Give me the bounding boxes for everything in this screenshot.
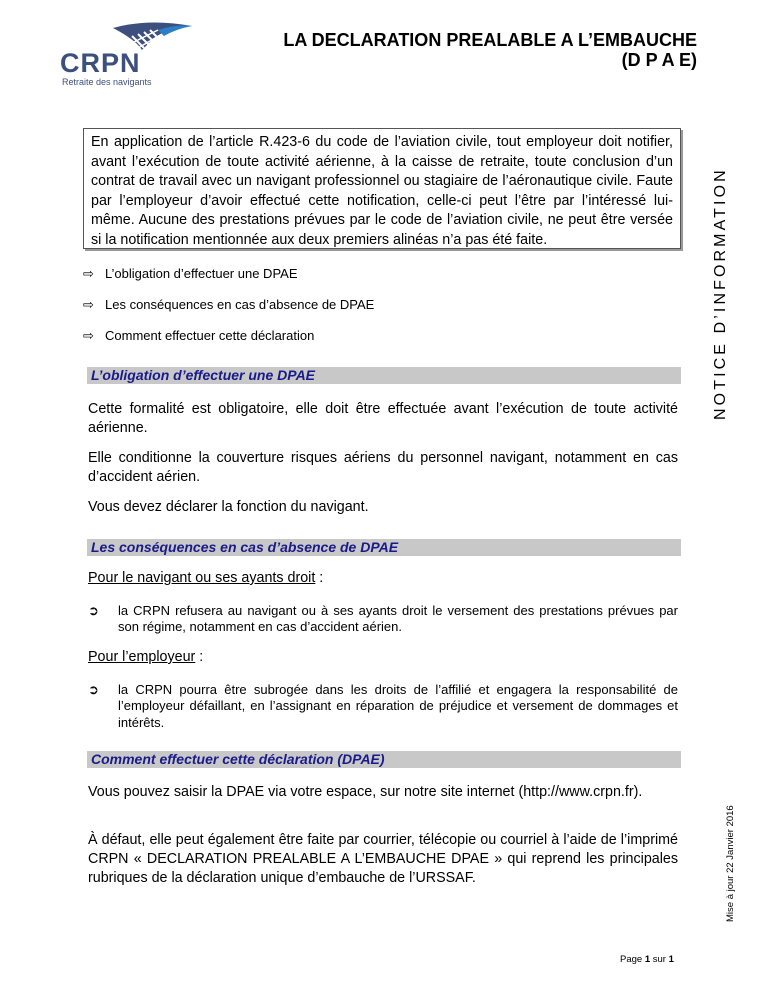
side-notice-text: NOTICE D’INFORMATION	[712, 167, 729, 420]
section-heading-how-to	[87, 751, 681, 768]
logo-text: CRPN	[60, 48, 141, 78]
toc-item-label: Les conséquences en cas d’absence de DPAE	[105, 297, 375, 312]
section-heading-text: Les conséquences en cas d’absence de DPAE	[91, 539, 399, 555]
crpn-logo	[58, 20, 193, 90]
toc-item-obligation[interactable]	[83, 266, 298, 282]
page-label: Page	[620, 954, 643, 965]
subheading-suffix: :	[315, 570, 324, 586]
subheading-text: Pour l’employeur	[88, 649, 196, 665]
side-update-date-text: Mise à jour 22 Janvier 2016	[725, 805, 736, 922]
bullet-arrow-icon: ➲	[88, 682, 99, 697]
toc-item-consequences[interactable]	[83, 297, 374, 313]
list-item-text: la CRPN refusera au navigant ou à ses ayants droit le versement des prestations prévues par son régime, notamment en cas d’accident aérien.	[118, 603, 678, 635]
logo-subtitle: Retraite des navigants	[62, 77, 152, 87]
page-num: 1	[644, 954, 651, 965]
paragraph: Vous pouvez saisir la DPAE via votre espace, sur notre site internet (http://www.crpn.fr).	[88, 784, 643, 800]
subheading-suffix: :	[195, 649, 204, 665]
paragraph: Vous devez déclarer la fonction du navigant.	[88, 499, 369, 515]
list-item	[88, 682, 678, 731]
page-total: 1	[668, 954, 674, 965]
subheading-employeur	[88, 649, 203, 665]
paragraph: Elle conditionne la couverture risques aériens du personnel navigant, notamment en cas d’accident aérien.	[88, 450, 678, 485]
paragraph: Cette formalité est obligatoire, elle doit être effectuée avant l’exécution de toute activité aérienne.	[88, 401, 678, 436]
toc-item-label: Comment effectuer cette déclaration	[105, 328, 315, 343]
side-notice-label	[712, 167, 732, 440]
intro-box: En application de l’article R.423-6 du code de l’aviation civile, tout employeur doit notifier, avant l’exécution de toute activité aérienne, à la caisse de retraite, toute conclusion d’un contrat de travail avec un navigant professionnel ou stagiaire de l’aéronautique civile. Faute par l’employeur d’avoir effectué cette notification, celle-ci peut l’être par l’intéressé lui-même. Aucune des prestations prévues par le code de l’aviation civile, ne peut être versée si la notification mentionnée aux deux premiers alinéas n’a pas été faite.	[83, 128, 681, 249]
page-title-line2: (D P A E)	[621, 50, 697, 70]
of-label: sur	[652, 954, 666, 965]
arrow-right-icon: ⇨	[83, 266, 94, 281]
toc-item-label: L’obligation d’effectuer une DPAE	[105, 266, 298, 281]
arrow-right-icon: ⇨	[83, 297, 94, 312]
subheading-text: Pour le navigant ou ses ayants droit	[88, 570, 316, 586]
section-heading-obligation	[87, 367, 681, 384]
section-heading-text: L’obligation d’effectuer une DPAE	[91, 367, 316, 383]
list-item	[88, 603, 678, 636]
page-number	[620, 954, 674, 965]
paragraph: À défaut, elle peut également être faite par courrier, télécopie ou courriel à l’aide de l’imprimé CRPN « DECLARATION PREALABLE A L’EMBAUCHE DPAE » qui reprend les principales rubriques de la déclaration unique d’embauche de l’URSSAF.	[88, 832, 678, 886]
bullet-arrow-icon: ➲	[88, 603, 99, 618]
arrow-right-icon: ⇨	[83, 328, 94, 343]
toc-item-how-to[interactable]	[83, 328, 314, 344]
list-item-text: la CRPN pourra être subrogée dans les droits de l’affilié et engagera la responsabilité de l’employeur défaillant, en l’assignant en réparation de préjudice et versement de dommages et intérêts.	[118, 682, 678, 730]
subheading-navigant	[88, 570, 323, 586]
section-heading-consequences	[87, 539, 681, 556]
page-title-line1: LA DECLARATION PREALABLE A L’EMBAUCHE	[283, 30, 697, 50]
section-heading-text: Comment effectuer cette déclaration (DPAE)	[91, 751, 385, 767]
